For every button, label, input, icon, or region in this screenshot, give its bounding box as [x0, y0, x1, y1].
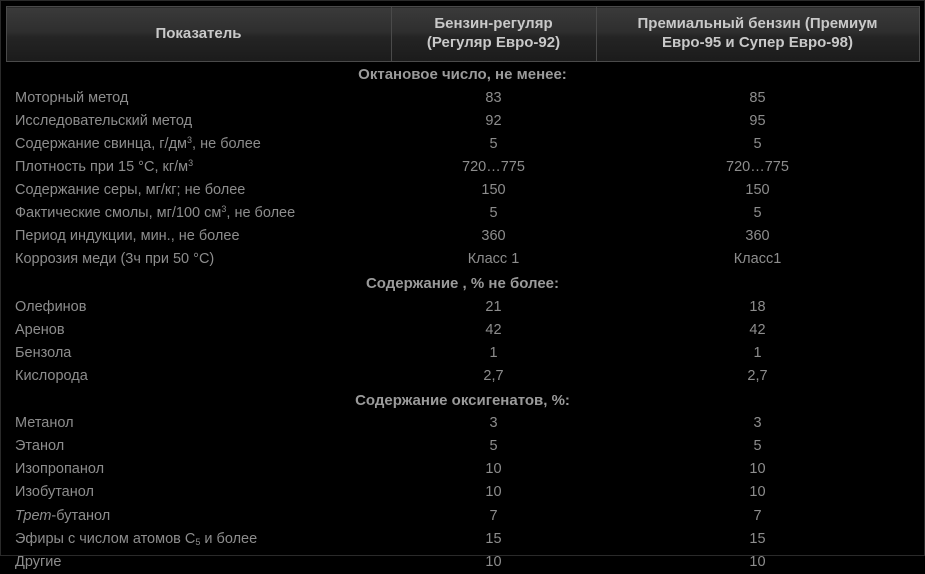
column-header-premium	[596, 7, 919, 62]
parameter-name	[6, 412, 391, 435]
table-row	[6, 156, 919, 179]
value-premium: Класс1	[733, 250, 782, 267]
parameter-name	[6, 481, 391, 504]
value-regular: 5	[489, 204, 498, 221]
parameter-name-text: Период индукции, мин., не более	[15, 227, 240, 244]
value-regular: 2,7	[483, 367, 504, 384]
table-row	[6, 110, 919, 133]
section-title: Содержание , % не более:	[365, 274, 560, 292]
table-row	[6, 296, 919, 319]
parameter-name	[6, 342, 391, 365]
header-row	[6, 7, 919, 62]
parameter-name	[6, 505, 391, 528]
parameter-name-text: Исследовательский метод	[15, 112, 193, 129]
value-premium: 18	[749, 298, 766, 315]
column-header-indicator-line1: Показатель	[155, 24, 242, 42]
table-row	[6, 365, 919, 388]
value-regular: 720…775	[462, 158, 525, 175]
value-regular: 10	[485, 461, 502, 478]
column-header-premium-line1: Премиальный бензин (Премиум	[637, 15, 878, 33]
value-premium: 85	[749, 89, 766, 106]
parameter-name	[6, 551, 391, 574]
value-regular: 150	[481, 181, 506, 198]
parameter-name-text: Содержание свинца, г/дм	[15, 135, 188, 152]
value-premium: 3	[753, 415, 762, 432]
parameter-name-text: Этанол	[15, 438, 65, 455]
parameter-name	[6, 296, 391, 319]
table-row	[6, 342, 919, 365]
parameter-name	[6, 202, 391, 225]
value-regular: Класс 1	[467, 250, 520, 267]
value-premium: 95	[749, 112, 766, 129]
table-row	[6, 412, 919, 435]
column-header-regular-line1: Бензин-регуляр	[434, 15, 553, 33]
value-premium: 360	[745, 227, 770, 244]
value-regular: 21	[485, 298, 502, 315]
parameter-name-text: Метанол	[15, 415, 74, 432]
table-row	[6, 225, 919, 248]
parameter-name	[6, 179, 391, 202]
section-header-row	[6, 62, 919, 87]
table-row	[6, 528, 919, 551]
parameter-name-suffix: и более	[200, 530, 258, 547]
column-header-regular	[391, 7, 596, 62]
parameter-name-suffix: , не более	[192, 135, 261, 152]
parameter-name	[6, 87, 391, 110]
parameter-name-text: Аренов	[15, 321, 65, 338]
parameter-name-text: Фактические смолы, мг/100 см	[15, 204, 222, 221]
parameter-subscript: 5	[195, 536, 201, 547]
section-title: Октановое число, не менее:	[358, 66, 567, 83]
parameter-name	[6, 225, 391, 248]
parameter-name-text: Олефинов	[15, 298, 87, 315]
value-premium: 10	[749, 484, 766, 501]
value-premium: 5	[753, 204, 762, 221]
section-header-row	[6, 271, 919, 296]
value-premium: 5	[753, 438, 762, 455]
value-premium: 10	[749, 461, 766, 478]
parameter-name-text: Изобутанол	[15, 484, 94, 501]
parameter-name-text: Моторный метод	[15, 89, 129, 106]
value-premium: 10	[749, 553, 766, 570]
parameter-name	[6, 110, 391, 133]
value-premium: 150	[745, 181, 770, 198]
value-premium: 1	[753, 344, 762, 361]
table-row	[6, 551, 919, 574]
value-premium: 42	[749, 321, 766, 338]
parameter-name	[6, 156, 391, 179]
table-header	[6, 7, 919, 62]
parameter-superscript: 3	[221, 203, 227, 214]
parameter-name	[6, 133, 391, 156]
value-regular: 10	[485, 484, 502, 501]
value-regular: 15	[485, 530, 502, 547]
value-regular: 10	[485, 553, 502, 570]
table-row	[6, 202, 919, 225]
table-row	[6, 87, 919, 110]
value-premium: 720…775	[726, 158, 789, 175]
parameter-name-text: Изопропанол	[15, 461, 105, 478]
parameter-name-text: Кислорода	[15, 367, 88, 384]
table-row	[6, 248, 919, 271]
parameter-name-text: Плотность при 15 °С, кг/м	[15, 158, 189, 175]
table-row	[6, 133, 919, 156]
column-header-indicator	[6, 7, 391, 62]
parameter-name-text: Трет	[15, 507, 52, 524]
table-row	[6, 319, 919, 342]
parameter-name-suffix: -бутанол	[51, 507, 111, 524]
parameter-name	[6, 528, 391, 551]
parameter-name-text: Коррозия меди (3ч при 50 °С)	[15, 250, 215, 267]
parameter-name-text: Содержание серы, мг/кг; не более	[15, 181, 246, 198]
table-row	[6, 435, 919, 458]
column-header-regular-line2: (Регуляр Евро-92)	[426, 34, 561, 51]
section-header-row	[6, 388, 919, 413]
parameter-name-text: Эфиры с числом атомов С	[15, 530, 196, 547]
value-premium: 2,7	[747, 367, 768, 384]
value-regular: 360	[481, 227, 506, 244]
table-row	[6, 481, 919, 504]
value-regular: 42	[485, 321, 502, 338]
value-regular: 83	[485, 89, 502, 106]
value-premium: 7	[753, 507, 762, 524]
column-header-premium-line2: Евро-95 и Супер Евро-98)	[662, 34, 853, 51]
value-regular: 5	[489, 438, 498, 455]
value-regular: 1	[489, 344, 498, 361]
table-body	[6, 62, 919, 574]
parameter-name	[6, 319, 391, 342]
table-row	[6, 179, 919, 202]
parameter-name-suffix: , не более	[226, 204, 296, 221]
section-title: Содержание оксигенатов, %:	[355, 391, 570, 409]
parameter-superscript: 3	[188, 157, 194, 168]
fuel-specification-table	[6, 6, 920, 574]
parameter-name	[6, 435, 391, 458]
parameter-name	[6, 365, 391, 388]
value-regular: 92	[485, 112, 502, 129]
parameter-name	[6, 458, 391, 481]
table-row	[6, 505, 919, 528]
value-regular: 7	[489, 507, 498, 524]
value-regular: 3	[489, 415, 498, 432]
parameter-name	[6, 248, 391, 271]
parameter-superscript: 3	[187, 134, 193, 145]
value-regular: 5	[489, 135, 498, 152]
parameter-name-text: Другие	[15, 553, 62, 570]
value-premium: 5	[753, 135, 762, 152]
table-row	[6, 458, 919, 481]
parameter-name-text: Бензола	[15, 344, 72, 361]
value-premium: 15	[749, 530, 766, 547]
